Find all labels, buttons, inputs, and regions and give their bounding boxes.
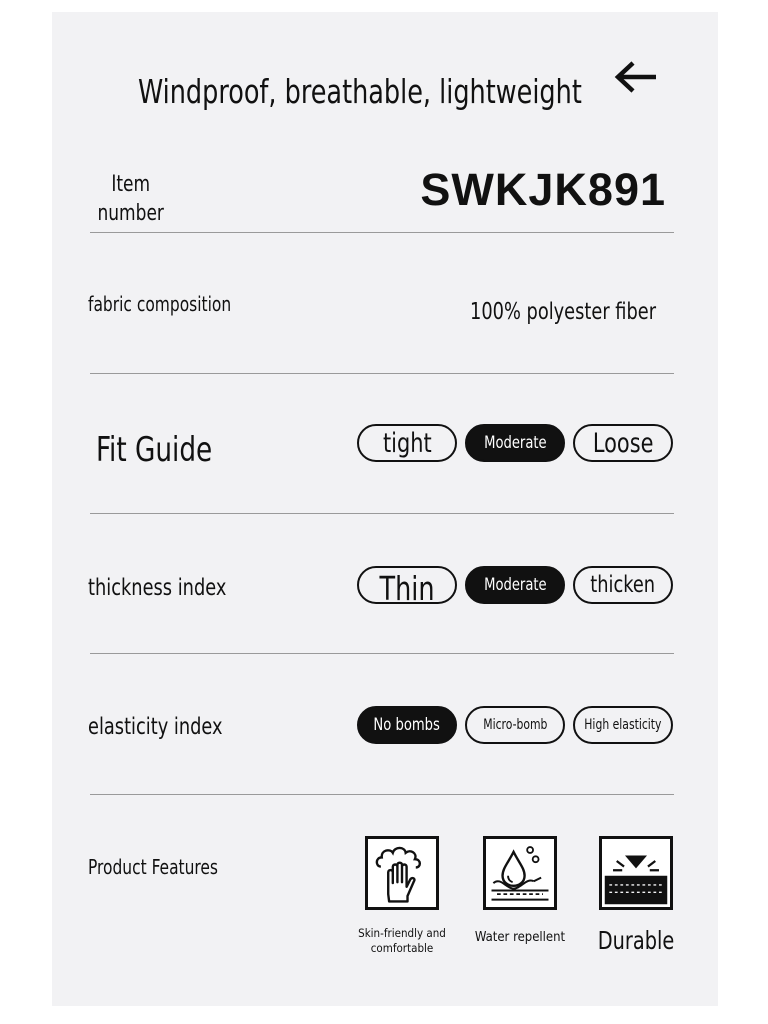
durable-impact-icon [599,836,673,910]
elasticity-option-label: No bombs [373,715,441,735]
divider [90,794,674,795]
divider [90,232,674,233]
elasticity-label: elasticity index [88,714,223,740]
fit-option-label: Loose [592,427,654,459]
divider [90,373,674,374]
thickness-option-moderate[interactable] [465,566,565,604]
feature-caption-line2: comfortable [370,941,434,955]
fit-option-label: tight [382,427,432,459]
hand-foam-icon [365,836,439,910]
feature-skin-friendly [342,836,462,956]
thickness-label: thickness index [88,575,227,601]
item-number-value: SWKJK891 [420,164,666,215]
feature-caption: Water repellent [474,930,566,945]
elasticity-option-label: Micro-bomb [482,717,548,733]
feature-caption: Durable [597,926,675,955]
fabric-value: 100% polyester fiber [470,299,657,325]
features-label: Product Features [88,855,219,879]
elasticity-option-micro-bomb[interactable] [465,706,565,744]
feature-durable [576,836,696,955]
left-arrow-icon[interactable] [614,60,660,94]
fit-option-label: Moderate [483,433,547,453]
thickness-option-thicken[interactable] [573,566,673,604]
item-number-label-line1: Item [111,172,151,197]
feature-caption-line1: Skin-friendly and [358,926,446,940]
elasticity-options [357,706,675,746]
fit-option-loose[interactable] [573,424,673,462]
fit-option-moderate[interactable] [465,424,565,462]
fit-guide-label: Fit Guide [96,430,213,470]
item-number-label-line2: number [97,201,164,226]
thickness-options [357,566,675,606]
thickness-option-label: Thin [379,568,435,604]
fit-option-tight[interactable] [357,424,457,462]
elasticity-option-label: High elasticity [584,717,662,733]
thickness-option-thin[interactable] [357,566,457,604]
elasticity-option-high-elasticity[interactable] [573,706,673,744]
page-title: Windproof, breathable, lightweight [138,72,582,111]
elasticity-option-no-bombs[interactable] [357,706,457,744]
thickness-option-label: thicken [590,572,656,598]
item-number-label [92,170,169,228]
water-drop-icon [483,836,557,910]
feature-water-repellent [460,836,580,945]
feature-caption [342,926,462,956]
divider [90,513,674,514]
divider [90,653,674,654]
thickness-option-label: Moderate [483,575,547,595]
fabric-label: fabric composition [88,292,232,316]
fit-guide-options [357,424,675,464]
spec-card [52,12,718,1006]
